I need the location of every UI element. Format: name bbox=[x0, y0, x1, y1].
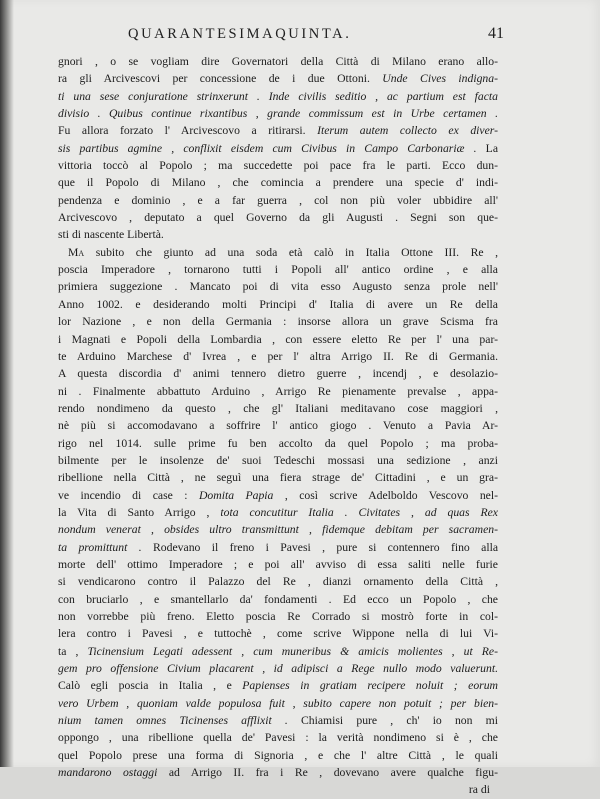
latin-quote-text: Ticinensium Legati adessent , cum muneribus & amicis molientes , ut Re- bbox=[87, 644, 499, 658]
latin-quote-text: divisio . Quibus continue rixantibus , grande commissum est in Urbe certamen . bbox=[58, 107, 498, 121]
running-title: QUARANTESIMAQUINTA. bbox=[128, 26, 352, 42]
text-line bbox=[58, 487, 498, 504]
text-segment: pendenza e dominio , e a far guerra , col non più voler ubbidire all' bbox=[58, 193, 498, 207]
text-segment: vittoria toccò al Popolo ; ma succedette poi pace fra le parti. Ecco dun- bbox=[58, 159, 498, 173]
text-segment: primiera suggezione . Mancato poi di vita esso Augusto senza prole nell' bbox=[58, 280, 498, 294]
text-segment: Rodevano il freno i Pavesi , pure si contennero fino alla bbox=[141, 540, 499, 554]
text-line bbox=[58, 573, 498, 590]
text-line bbox=[58, 591, 498, 608]
text-segment: lor Nazione , e non della Germania : insorse allora un grave Scisma fra bbox=[58, 315, 498, 329]
text-segment: gnori , o se vogliam dire Governatori della Città di Milano erano allo- bbox=[58, 55, 498, 68]
text-line bbox=[58, 174, 498, 191]
text-segment: La bbox=[476, 141, 499, 155]
text-segment: ad Arrigo II. fra i Re , dovevano avere qualche figu- bbox=[157, 766, 498, 780]
text-line bbox=[58, 278, 498, 295]
text-line bbox=[58, 660, 498, 677]
text-segment: si vendicarono contro il Palazzo del Re , dianzi ornamento della Città , bbox=[58, 575, 498, 589]
text-line bbox=[58, 192, 498, 209]
text-line bbox=[58, 400, 498, 417]
text-segment: Chiamisi pure , ch' io non mi bbox=[287, 714, 498, 728]
text-segment: bilmente per le insolenze de' suoi Tedeschi mossasi una sedizione , anzi bbox=[58, 453, 498, 467]
latin-quote-text: ti una sese conjuratione strinxerunt . Inde civilis seditio , ac partium est facta bbox=[58, 89, 498, 103]
latin-quote-text: vero Urbem , quoniam valde populosa fuit , subito capere non potuit ; per bien- bbox=[58, 696, 498, 710]
text-line bbox=[58, 157, 498, 174]
text-line bbox=[58, 677, 498, 694]
text-segment: nè più si accomodavano a soffrire l' antico giogo . Venuto a Pavia Ar- bbox=[58, 419, 498, 433]
text-line bbox=[58, 383, 498, 400]
latin-quote-text: gem pro offensione Civium placarent , id adipisci a Rege nullo modo valuerunt. bbox=[58, 662, 498, 676]
text-segment: que il Popolo di Milano , che comincia a prendere una specie d' indi- bbox=[58, 176, 498, 190]
text-line bbox=[58, 712, 498, 729]
text-line bbox=[58, 539, 498, 556]
text-segment: rigo nel 1014. sulle prime fu ben accolto da quel Popolo ; ma proba- bbox=[58, 436, 498, 450]
text-line bbox=[58, 521, 498, 538]
text-line bbox=[58, 88, 498, 105]
text-line bbox=[58, 469, 498, 486]
text-line bbox=[58, 331, 498, 348]
latin-quote-text: ta promittunt . bbox=[58, 540, 142, 554]
text-line bbox=[58, 747, 498, 764]
text-line bbox=[58, 504, 498, 521]
latin-quote-text: nium tamen omnes Ticinenses afflixit . bbox=[58, 714, 288, 728]
text-line bbox=[58, 209, 498, 226]
text-line bbox=[58, 105, 498, 122]
text-segment: A questa discordia d' animi tennero dietro guerre , incendj , e desolazio- bbox=[58, 367, 498, 381]
text-line bbox=[58, 122, 498, 139]
latin-quote-text: Unde Cives indigna- bbox=[382, 72, 499, 86]
small-caps-text: Ma bbox=[68, 245, 85, 259]
text-segment: Anno 1002. e desiderando molti Principi d' Italia di avere un Re della bbox=[58, 297, 498, 311]
text-segment: quel Popolo prese una forma di Signoria , e che l' altre Città , le quali bbox=[58, 748, 498, 762]
text-segment: te Arduino Marchese d' Ivrea , e per l' altra Arrigo II. Re di Germania. bbox=[58, 349, 498, 363]
text-line bbox=[58, 53, 498, 70]
text-segment: i Magnati e Popoli della Lombardia , con essere eletto Re per l' una par- bbox=[58, 332, 498, 346]
page-number: 41 bbox=[488, 25, 504, 42]
text-line bbox=[58, 435, 498, 452]
text-segment: subito che giunto ad una soda età calò in Italia Ottone III. Re , bbox=[84, 245, 498, 259]
text-segment: poscia Imperadore , tornarono tutti i Popoli all' antico ordine , e alla bbox=[58, 263, 498, 277]
text-segment: rendo nondimeno da questo , che gl' Italiani meditavano cose maggiori , bbox=[58, 401, 498, 415]
text-line bbox=[58, 729, 498, 746]
text-line bbox=[58, 244, 498, 261]
text-line bbox=[58, 313, 498, 330]
text-segment: sti di nascente Libertà. bbox=[58, 228, 164, 242]
text-line bbox=[58, 226, 498, 243]
text-line bbox=[58, 417, 498, 434]
text-segment: lera contro i Pavesi , e tuttochè , come scrive Wippone nella di lui Vi- bbox=[58, 627, 498, 641]
page-gutter-shadow bbox=[0, 0, 14, 767]
body-text bbox=[58, 53, 498, 799]
text-segment: ribellione nella Città , ne seguì una fiera strage de' Cittadini , e un gra- bbox=[58, 471, 498, 485]
text-segment: la Vita di Santo Arrigo , bbox=[58, 505, 221, 519]
text-line bbox=[58, 643, 498, 660]
latin-quote-text: Papienses in gratiam recipere noluit ; eorum bbox=[242, 679, 498, 693]
text-segment: Calò egli poscia in Italia , e bbox=[58, 679, 243, 693]
text-line bbox=[58, 625, 498, 642]
text-segment: non vorrebbe più freno. Eletto poscia Re Corrado si mostrò forte in col- bbox=[58, 610, 498, 623]
latin-quote-text: Domita Papia bbox=[198, 488, 274, 502]
text-line bbox=[58, 296, 498, 313]
text-line bbox=[58, 70, 498, 87]
text-line bbox=[58, 261, 498, 278]
latin-quote-text: sis partibus agmine , conflixit eisdem cum Civibus in Campo Carbonariæ . bbox=[58, 141, 477, 155]
text-line bbox=[58, 608, 498, 625]
latin-quote-text: mandarono ostaggi bbox=[58, 766, 158, 780]
text-segment: ni . Finalmente abbattuto Arduino , Arrigo Re pienamente prevalse , appa- bbox=[58, 384, 498, 398]
text-segment: Fu allora forzato l' Arcivescovo a ritirarsi. bbox=[58, 124, 318, 138]
text-segment: ta , bbox=[58, 644, 88, 658]
text-line bbox=[58, 348, 498, 365]
text-segment: ve incendio di case : bbox=[58, 488, 199, 502]
text-segment: con bruciarlo , e smantellarlo da' fondamenti . Ed ecco un Popolo , che bbox=[58, 592, 498, 606]
text-segment: morte dell' ottimo Imperadore ; e poi all' avviso di essa saliti nelle furie bbox=[58, 557, 498, 571]
text-line bbox=[58, 452, 498, 469]
text-line bbox=[58, 140, 498, 157]
latin-quote-text: nondum venerat , obsides ultro transmittunt , fidemque debitam per sacramen- bbox=[58, 523, 498, 537]
latin-quote-text: tota concutitur Italia . Civitates , ad quas Rex bbox=[220, 505, 498, 519]
text-segment: oppongo , una ribellione quella de' Pavesi : la verità nondimeno si è , che bbox=[58, 731, 498, 745]
text-segment: , così scrive Adelboldo Vescovo nel- bbox=[273, 488, 498, 502]
text-line bbox=[58, 365, 498, 382]
page-header bbox=[88, 25, 504, 48]
text-line bbox=[58, 556, 498, 573]
text-segment: ra gli Arcivescovi per concessione de i due Ottoni. bbox=[58, 72, 383, 86]
text-segment: Arcivescovo , deputato a quel Governo da gli Augusti . Segni son que- bbox=[58, 211, 498, 225]
text-line bbox=[58, 781, 498, 798]
text-line bbox=[58, 695, 498, 712]
latin-quote-text: Iterum autem collecto ex diver- bbox=[317, 124, 499, 138]
text-segment: ra di bbox=[468, 783, 490, 797]
